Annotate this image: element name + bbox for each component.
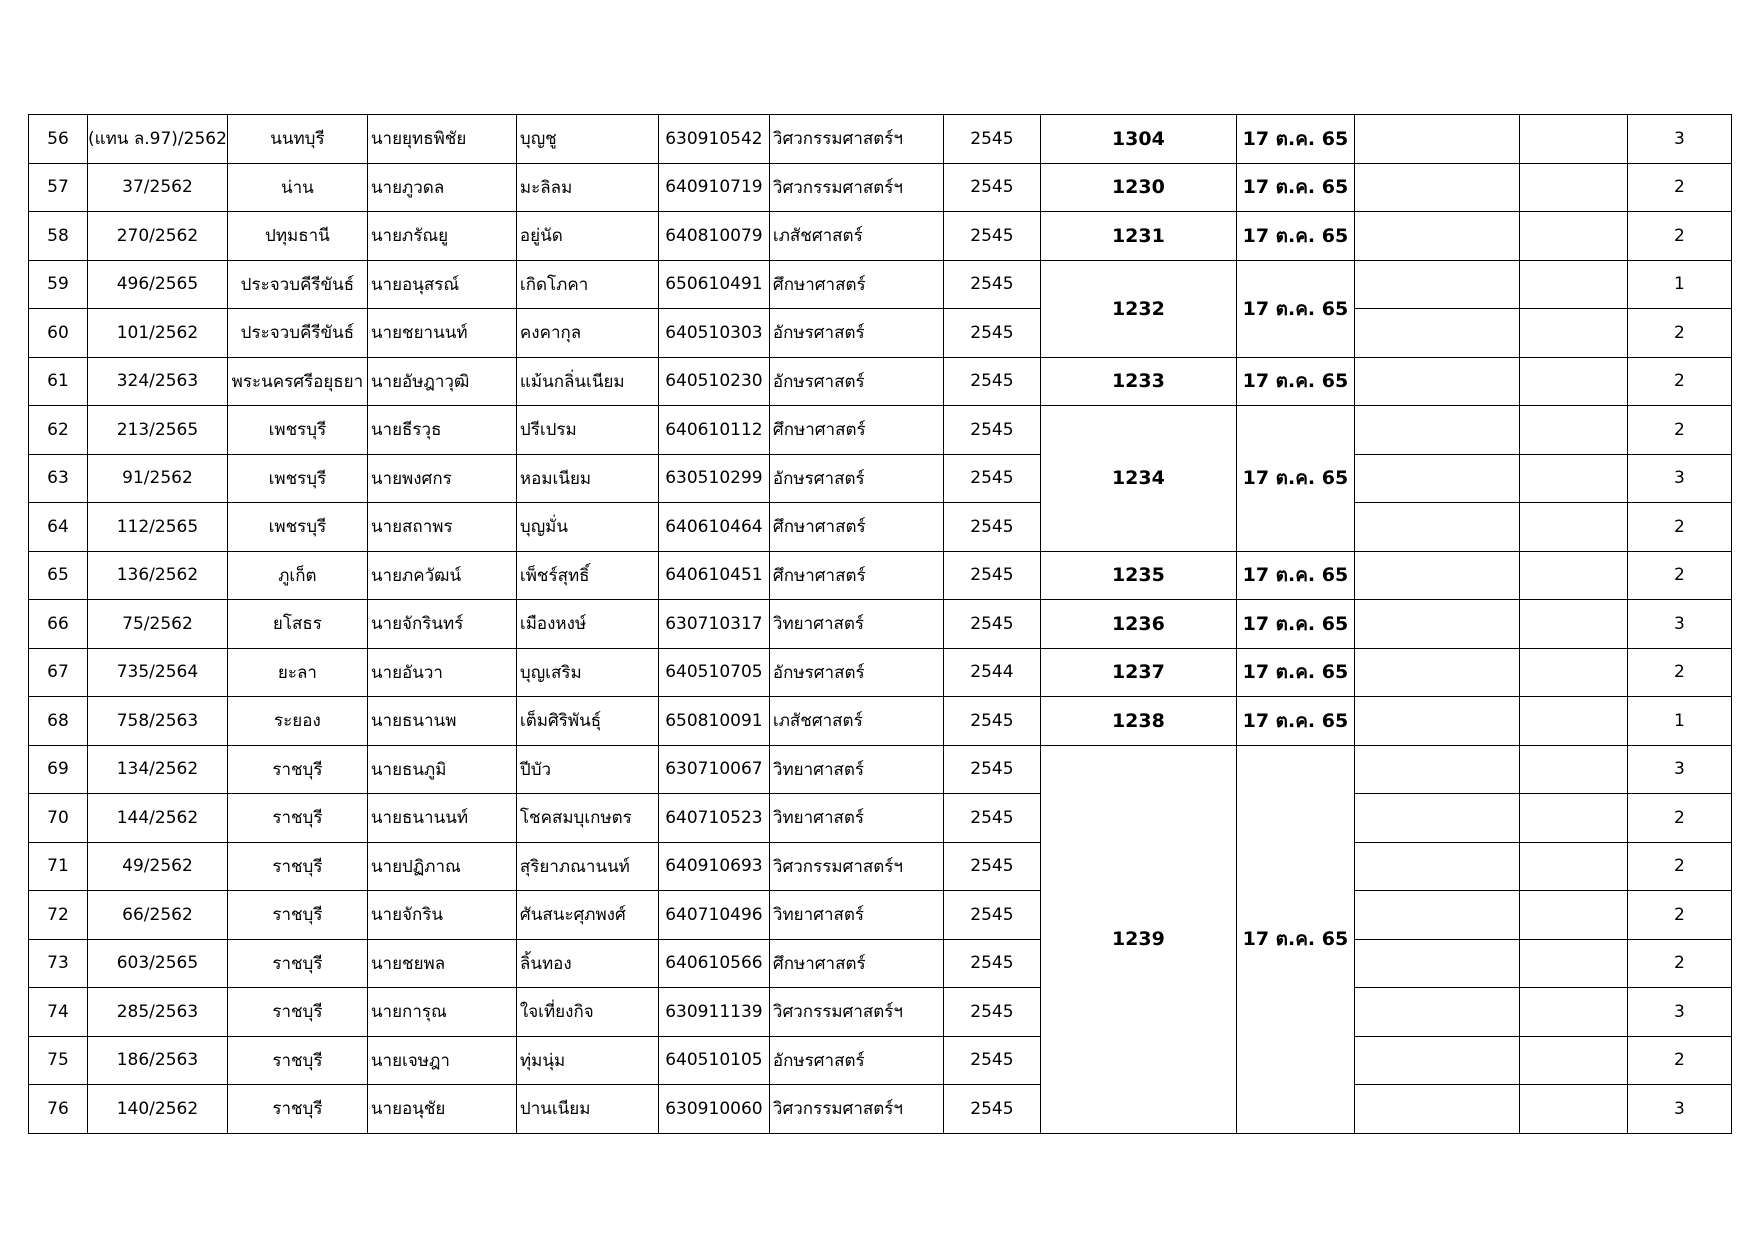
blank-cell	[1354, 648, 1519, 697]
table-row	[29, 891, 1732, 940]
row-number: 61	[29, 357, 88, 406]
table-row	[29, 551, 1732, 600]
book-number: 1238	[1040, 697, 1236, 746]
last-name: เกิดโภคา	[516, 260, 658, 309]
birth-year: 2545	[943, 260, 1040, 309]
faculty: ศึกษาศาสตร์	[769, 260, 943, 309]
quantity: 3	[1627, 988, 1731, 1037]
quantity: 2	[1627, 891, 1731, 940]
first-name: นายเจษฎา	[367, 1036, 516, 1085]
birth-year: 2545	[943, 600, 1040, 649]
province: เพชรบุรี	[227, 454, 367, 503]
row-number: 74	[29, 988, 88, 1037]
quantity: 2	[1627, 357, 1731, 406]
province: ราชบุรี	[227, 1085, 367, 1134]
order-number: 758/2563	[88, 697, 228, 746]
last-name: เมืองหงษ์	[516, 600, 658, 649]
issue-date: 17 ต.ค. 65	[1236, 745, 1354, 1133]
birth-year: 2545	[943, 551, 1040, 600]
blank-cell	[1354, 357, 1519, 406]
issue-date: 17 ต.ค. 65	[1236, 406, 1354, 552]
row-number: 62	[29, 406, 88, 455]
birth-year: 2544	[943, 648, 1040, 697]
birth-year: 2545	[943, 212, 1040, 261]
first-name: นายธนานนท์	[367, 794, 516, 843]
blank-cell	[1519, 1085, 1627, 1134]
blank-cell	[1519, 503, 1627, 552]
last-name: หอมเนียม	[516, 454, 658, 503]
birth-year: 2545	[943, 697, 1040, 746]
student-id: 630710317	[658, 600, 769, 649]
order-number: 37/2562	[88, 163, 228, 212]
quantity: 2	[1627, 794, 1731, 843]
blank-cell	[1354, 745, 1519, 794]
birth-year: 2545	[943, 163, 1040, 212]
order-number: 66/2562	[88, 891, 228, 940]
table-row	[29, 1036, 1732, 1085]
last-name: บุญชู	[516, 115, 658, 164]
blank-cell	[1519, 406, 1627, 455]
blank-cell	[1519, 260, 1627, 309]
blank-cell	[1354, 260, 1519, 309]
last-name: ลิ้นทอง	[516, 939, 658, 988]
row-number: 58	[29, 212, 88, 261]
quantity: 2	[1627, 406, 1731, 455]
student-id: 640810079	[658, 212, 769, 261]
first-name: นายจักรินทร์	[367, 600, 516, 649]
order-number: 101/2562	[88, 309, 228, 358]
last-name: อยู่นัด	[516, 212, 658, 261]
table-row	[29, 1085, 1732, 1134]
book-number: 1237	[1040, 648, 1236, 697]
province: ยโสธร	[227, 600, 367, 649]
last-name: บุญมั่น	[516, 503, 658, 552]
row-number: 60	[29, 309, 88, 358]
province: ราชบุรี	[227, 794, 367, 843]
student-id: 640610451	[658, 551, 769, 600]
order-number: 49/2562	[88, 842, 228, 891]
quantity: 2	[1627, 309, 1731, 358]
last-name: ปีบัว	[516, 745, 658, 794]
birth-year: 2545	[943, 406, 1040, 455]
birth-year: 2545	[943, 794, 1040, 843]
table-row	[29, 842, 1732, 891]
table-row	[29, 794, 1732, 843]
faculty: อักษรศาสตร์	[769, 1036, 943, 1085]
last-name: ใจเที่ยงกิจ	[516, 988, 658, 1037]
first-name: นายพงศกร	[367, 454, 516, 503]
table-row	[29, 988, 1732, 1037]
book-number: 1230	[1040, 163, 1236, 212]
quantity: 2	[1627, 212, 1731, 261]
table-row	[29, 745, 1732, 794]
last-name: โชคสมบุเกษตร	[516, 794, 658, 843]
birth-year: 2545	[943, 842, 1040, 891]
first-name: นายชยานนท์	[367, 309, 516, 358]
order-number: 496/2565	[88, 260, 228, 309]
blank-cell	[1354, 454, 1519, 503]
faculty: วิทยาศาสตร์	[769, 794, 943, 843]
faculty: ศึกษาศาสตร์	[769, 939, 943, 988]
order-number: 134/2562	[88, 745, 228, 794]
first-name: นายปฏิภาณ	[367, 842, 516, 891]
faculty: อักษรศาสตร์	[769, 309, 943, 358]
blank-cell	[1519, 212, 1627, 261]
student-id: 650610491	[658, 260, 769, 309]
last-name: ปรีเปรม	[516, 406, 658, 455]
faculty: ศึกษาศาสตร์	[769, 551, 943, 600]
faculty: วิศวกรรมศาสตร์ฯ	[769, 1085, 943, 1134]
row-number: 64	[29, 503, 88, 552]
row-number: 65	[29, 551, 88, 600]
blank-cell	[1519, 842, 1627, 891]
province: ราชบุรี	[227, 891, 367, 940]
last-name: บุญเสริม	[516, 648, 658, 697]
faculty: อักษรศาสตร์	[769, 648, 943, 697]
faculty: วิศวกรรมศาสตร์ฯ	[769, 163, 943, 212]
blank-cell	[1354, 842, 1519, 891]
row-number: 71	[29, 842, 88, 891]
province: ราชบุรี	[227, 1036, 367, 1085]
table-row	[29, 697, 1732, 746]
issue-date: 17 ต.ค. 65	[1236, 357, 1354, 406]
order-number: 270/2562	[88, 212, 228, 261]
row-number: 76	[29, 1085, 88, 1134]
blank-cell	[1354, 309, 1519, 358]
student-id: 630911139	[658, 988, 769, 1037]
blank-cell	[1354, 794, 1519, 843]
order-number: 75/2562	[88, 600, 228, 649]
order-number: 112/2565	[88, 503, 228, 552]
faculty: เภสัชศาสตร์	[769, 212, 943, 261]
birth-year: 2545	[943, 745, 1040, 794]
first-name: นายธนภูมิ	[367, 745, 516, 794]
blank-cell	[1354, 212, 1519, 261]
order-number: 603/2565	[88, 939, 228, 988]
table-row	[29, 163, 1732, 212]
quantity: 3	[1627, 115, 1731, 164]
student-id: 640510230	[658, 357, 769, 406]
student-id: 630910542	[658, 115, 769, 164]
quantity: 2	[1627, 1036, 1731, 1085]
province: เพชรบุรี	[227, 503, 367, 552]
issue-date: 17 ต.ค. 65	[1236, 551, 1354, 600]
order-number: 213/2565	[88, 406, 228, 455]
book-number: 1236	[1040, 600, 1236, 649]
blank-cell	[1519, 794, 1627, 843]
table-row	[29, 309, 1732, 358]
table-row	[29, 357, 1732, 406]
faculty: วิทยาศาสตร์	[769, 745, 943, 794]
order-number: 144/2562	[88, 794, 228, 843]
last-name: สุริยาภณานนท์	[516, 842, 658, 891]
first-name: นายจักริน	[367, 891, 516, 940]
row-number: 68	[29, 697, 88, 746]
blank-cell	[1519, 309, 1627, 358]
last-name: ปานเนียม	[516, 1085, 658, 1134]
blank-cell	[1519, 939, 1627, 988]
student-id: 640610464	[658, 503, 769, 552]
table-row	[29, 212, 1732, 261]
last-name: มะลิลม	[516, 163, 658, 212]
student-id: 640710496	[658, 891, 769, 940]
province: เพชรบุรี	[227, 406, 367, 455]
table-row	[29, 260, 1732, 309]
birth-year: 2545	[943, 891, 1040, 940]
row-number: 56	[29, 115, 88, 164]
province: ปทุมธานี	[227, 212, 367, 261]
faculty: เภสัชศาสตร์	[769, 697, 943, 746]
book-number: 1232	[1040, 260, 1236, 357]
student-id: 640510303	[658, 309, 769, 358]
quantity: 2	[1627, 842, 1731, 891]
row-number: 57	[29, 163, 88, 212]
issue-date: 17 ต.ค. 65	[1236, 212, 1354, 261]
faculty: วิทยาศาสตร์	[769, 891, 943, 940]
book-number: 1304	[1040, 115, 1236, 164]
order-number: 324/2563	[88, 357, 228, 406]
blank-cell	[1354, 503, 1519, 552]
blank-cell	[1354, 115, 1519, 164]
blank-cell	[1519, 648, 1627, 697]
province: ระยอง	[227, 697, 367, 746]
issue-date: 17 ต.ค. 65	[1236, 260, 1354, 357]
issue-date: 17 ต.ค. 65	[1236, 697, 1354, 746]
faculty: ศึกษาศาสตร์	[769, 406, 943, 455]
table-row	[29, 503, 1732, 552]
province: ภูเก็ต	[227, 551, 367, 600]
last-name: แม้นกลิ่นเนียม	[516, 357, 658, 406]
order-number: 136/2562	[88, 551, 228, 600]
student-id: 640510105	[658, 1036, 769, 1085]
quantity: 1	[1627, 260, 1731, 309]
order-number: (แทน ล.97)/2562	[88, 115, 228, 164]
quantity: 2	[1627, 939, 1731, 988]
row-number: 66	[29, 600, 88, 649]
row-number: 59	[29, 260, 88, 309]
student-id: 630910060	[658, 1085, 769, 1134]
first-name: นายธนานพ	[367, 697, 516, 746]
blank-cell	[1519, 745, 1627, 794]
table-row	[29, 454, 1732, 503]
blank-cell	[1519, 551, 1627, 600]
last-name: ทุ่มนุ่ม	[516, 1036, 658, 1085]
student-id: 640910693	[658, 842, 769, 891]
first-name: นายภรัณยู	[367, 212, 516, 261]
last-name: คงคากุล	[516, 309, 658, 358]
province: ประจวบคีรีขันธ์	[227, 260, 367, 309]
book-number: 1239	[1040, 745, 1236, 1133]
row-number: 69	[29, 745, 88, 794]
table-row	[29, 939, 1732, 988]
blank-cell	[1354, 551, 1519, 600]
province: น่าน	[227, 163, 367, 212]
table-row	[29, 406, 1732, 455]
blank-cell	[1519, 115, 1627, 164]
order-number: 735/2564	[88, 648, 228, 697]
student-id: 650810091	[658, 697, 769, 746]
student-id: 640710523	[658, 794, 769, 843]
row-number: 63	[29, 454, 88, 503]
birth-year: 2545	[943, 1036, 1040, 1085]
first-name: นายชยพล	[367, 939, 516, 988]
province: นนทบุรี	[227, 115, 367, 164]
birth-year: 2545	[943, 503, 1040, 552]
blank-cell	[1519, 891, 1627, 940]
student-id: 640610566	[658, 939, 769, 988]
student-id: 640610112	[658, 406, 769, 455]
quantity: 3	[1627, 745, 1731, 794]
table-row	[29, 115, 1732, 164]
province: พระนครศรีอยุธยา	[227, 357, 367, 406]
issue-date: 17 ต.ค. 65	[1236, 115, 1354, 164]
first-name: นายยุทธพิชัย	[367, 115, 516, 164]
book-number: 1235	[1040, 551, 1236, 600]
blank-cell	[1354, 1085, 1519, 1134]
first-name: นายภควัฒน์	[367, 551, 516, 600]
last-name: เต็มศิริพันธุ์	[516, 697, 658, 746]
blank-cell	[1519, 357, 1627, 406]
last-name: เพ็ชร์สุทธิ์	[516, 551, 658, 600]
issue-date: 17 ต.ค. 65	[1236, 163, 1354, 212]
faculty: วิศวกรรมศาสตร์ฯ	[769, 842, 943, 891]
faculty: วิศวกรรมศาสตร์ฯ	[769, 988, 943, 1037]
blank-cell	[1519, 988, 1627, 1037]
faculty: วิทยาศาสตร์	[769, 600, 943, 649]
student-id: 640510705	[658, 648, 769, 697]
blank-cell	[1354, 988, 1519, 1037]
quantity: 3	[1627, 454, 1731, 503]
first-name: นายอัษฎาวุฒิ	[367, 357, 516, 406]
province: ราชบุรี	[227, 745, 367, 794]
order-number: 186/2563	[88, 1036, 228, 1085]
first-name: นายอนุสรณ์	[367, 260, 516, 309]
blank-cell	[1354, 600, 1519, 649]
first-name: นายอนุชัย	[367, 1085, 516, 1134]
blank-cell	[1354, 1036, 1519, 1085]
birth-year: 2545	[943, 357, 1040, 406]
first-name: นายภูวดล	[367, 163, 516, 212]
blank-cell	[1354, 939, 1519, 988]
first-name: นายอันวา	[367, 648, 516, 697]
blank-cell	[1354, 163, 1519, 212]
order-number: 140/2562	[88, 1085, 228, 1134]
blank-cell	[1519, 1036, 1627, 1085]
quantity: 1	[1627, 697, 1731, 746]
row-number: 67	[29, 648, 88, 697]
faculty: อักษรศาสตร์	[769, 454, 943, 503]
birth-year: 2545	[943, 454, 1040, 503]
faculty: วิศวกรรมศาสตร์ฯ	[769, 115, 943, 164]
province: ยะลา	[227, 648, 367, 697]
birth-year: 2545	[943, 115, 1040, 164]
order-number: 285/2563	[88, 988, 228, 1037]
table-row	[29, 648, 1732, 697]
last-name: ศันสนะศุภพงศ์	[516, 891, 658, 940]
quantity: 2	[1627, 648, 1731, 697]
province: ประจวบคีรีขันธ์	[227, 309, 367, 358]
quantity: 3	[1627, 1085, 1731, 1134]
quantity: 2	[1627, 503, 1731, 552]
issue-date: 17 ต.ค. 65	[1236, 600, 1354, 649]
birth-year: 2545	[943, 988, 1040, 1037]
quantity: 2	[1627, 551, 1731, 600]
issue-date: 17 ต.ค. 65	[1236, 648, 1354, 697]
row-number: 75	[29, 1036, 88, 1085]
book-number: 1234	[1040, 406, 1236, 552]
row-number: 70	[29, 794, 88, 843]
blank-cell	[1354, 891, 1519, 940]
birth-year: 2545	[943, 309, 1040, 358]
first-name: นายธีรวุธ	[367, 406, 516, 455]
book-number: 1233	[1040, 357, 1236, 406]
book-number: 1231	[1040, 212, 1236, 261]
quantity: 3	[1627, 600, 1731, 649]
blank-cell	[1519, 163, 1627, 212]
first-name: นายสถาพร	[367, 503, 516, 552]
first-name: นายการุณ	[367, 988, 516, 1037]
birth-year: 2545	[943, 1085, 1040, 1134]
birth-year: 2545	[943, 939, 1040, 988]
province: ราชบุรี	[227, 842, 367, 891]
province: ราชบุรี	[227, 939, 367, 988]
records-table	[28, 114, 1732, 1134]
faculty: อักษรศาสตร์	[769, 357, 943, 406]
blank-cell	[1519, 697, 1627, 746]
table-row	[29, 600, 1732, 649]
order-number: 91/2562	[88, 454, 228, 503]
province: ราชบุรี	[227, 988, 367, 1037]
faculty: ศึกษาศาสตร์	[769, 503, 943, 552]
blank-cell	[1519, 454, 1627, 503]
student-id: 630710067	[658, 745, 769, 794]
student-id: 640910719	[658, 163, 769, 212]
blank-cell	[1354, 406, 1519, 455]
row-number: 72	[29, 891, 88, 940]
blank-cell	[1519, 600, 1627, 649]
blank-cell	[1354, 697, 1519, 746]
quantity: 2	[1627, 163, 1731, 212]
student-id: 630510299	[658, 454, 769, 503]
row-number: 73	[29, 939, 88, 988]
